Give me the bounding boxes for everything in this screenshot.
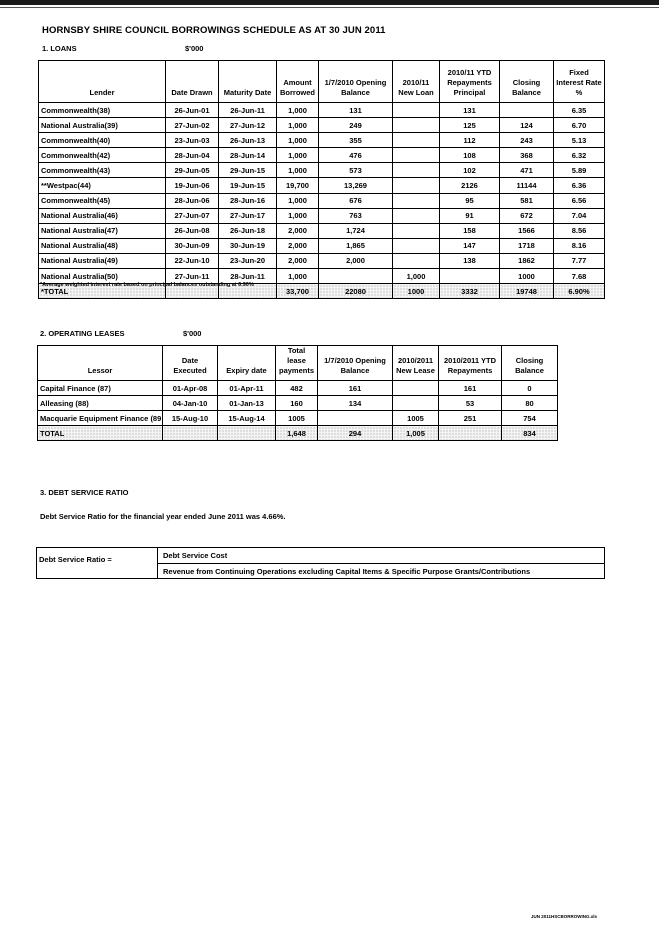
loans-cell: 1,000 [277, 103, 319, 118]
loans-cell: 1,000 [277, 118, 319, 133]
leases-col-header: Expiry date [218, 346, 276, 381]
leases-cell: 04-Jan-10 [163, 396, 218, 411]
leases-total-cell: 1,005 [393, 426, 439, 441]
leases-cell: Capital Finance (87) [38, 381, 163, 396]
loans-cell: 249 [319, 118, 393, 133]
loans-cell: 27-Jun-12 [219, 118, 277, 133]
leases-cell: 01-Apr-08 [163, 381, 218, 396]
loans-cell: National Australia(48) [39, 238, 166, 253]
loans-cell: 1,000 [277, 269, 319, 284]
loans-cell: Commonwealth(43) [39, 163, 166, 178]
leases-cell: 251 [439, 411, 502, 426]
loans-total-cell: 22080 [319, 284, 393, 299]
loans-cell: 30-Jun-19 [219, 238, 277, 253]
loans-cell: **Westpac(44) [39, 178, 166, 193]
loans-cell [393, 178, 440, 193]
loans-cell: 6.36 [554, 178, 605, 193]
leases-cell: 754 [502, 411, 558, 426]
loans-cell: 30-Jun-09 [166, 238, 219, 253]
leases-cell: 80 [502, 396, 558, 411]
loans-cell: 1,000 [277, 133, 319, 148]
loans-cell: 112 [440, 133, 500, 148]
ratio-denominator: Revenue from Continuing Operations excluding Capital Items & Specific Purpose Grants/Contributions [163, 567, 531, 576]
loans-cell: Commonwealth(45) [39, 193, 166, 208]
loans-cell: 102 [440, 163, 500, 178]
loans-cell [393, 103, 440, 118]
scan-top-border [0, 0, 659, 5]
loans-cell [393, 133, 440, 148]
loans-cell [393, 118, 440, 133]
loans-cell: 1,865 [319, 238, 393, 253]
leases-total-cell: TOTAL [38, 426, 163, 441]
loans-cell: 138 [440, 253, 500, 268]
loans-cell: 19-Jun-06 [166, 178, 219, 193]
leases-col-header: 2010/2011 YTD Repayments [439, 346, 502, 381]
loans-cell: 19-Jun-15 [219, 178, 277, 193]
loans-cell [440, 269, 500, 284]
loans-cell: 26-Jun-11 [219, 103, 277, 118]
loans-cell: 581 [500, 193, 554, 208]
loans-cell: 27-Jun-11 [166, 269, 219, 284]
loans-cell: 368 [500, 148, 554, 163]
leases-cell: 161 [439, 381, 502, 396]
loans-cell [393, 193, 440, 208]
loans-cell: 23-Jun-03 [166, 133, 219, 148]
leases-cell: 161 [318, 381, 393, 396]
leases-total-cell: 294 [318, 426, 393, 441]
loans-cell: 763 [319, 208, 393, 223]
loans-cell: 1,000 [277, 208, 319, 223]
loans-cell: 1,000 [277, 163, 319, 178]
loans-row [39, 238, 605, 253]
loans-total-cell: 6.90% [554, 284, 605, 299]
loans-cell [393, 148, 440, 163]
leases-total-cell [163, 426, 218, 441]
loans-cell: National Australia(50) [39, 269, 166, 284]
loans-cell: 676 [319, 193, 393, 208]
loans-cell: 13,269 [319, 178, 393, 193]
loans-cell: 158 [440, 223, 500, 238]
loans-col-header: 2010/11 YTD Repayments Principal [440, 61, 500, 103]
loans-cell: 243 [500, 133, 554, 148]
loans-total-cell: 19748 [500, 284, 554, 299]
loans-cell: Commonwealth(42) [39, 148, 166, 163]
loans-row [39, 103, 605, 118]
leases-col-header: 1/7/2010 Opening Balance [318, 346, 393, 381]
leases-cell: Alleasing (88) [38, 396, 163, 411]
leases-row [38, 411, 558, 426]
leases-cell: 160 [276, 396, 318, 411]
loans-cell: 26-Jun-13 [219, 133, 277, 148]
loans-cell [393, 253, 440, 268]
leases-row [38, 396, 558, 411]
loans-cell: 27-Jun-17 [219, 208, 277, 223]
loans-cell: 2126 [440, 178, 500, 193]
loans-cell: 573 [319, 163, 393, 178]
loans-cell: 95 [440, 193, 500, 208]
loans-cell: 124 [500, 118, 554, 133]
loans-cell: 22-Jun-10 [166, 253, 219, 268]
leases-total-row [38, 426, 558, 441]
leases-cell: Macquarie Equipment Finance (89 [38, 411, 163, 426]
loans-cell: 2,000 [319, 253, 393, 268]
loans-cell: National Australia(47) [39, 223, 166, 238]
loans-cell: 11144 [500, 178, 554, 193]
loans-footnote: *Average weighted interest rate based on principal balances outstanding at 6.90% [40, 282, 254, 288]
loans-row [39, 148, 605, 163]
loans-cell: 6.56 [554, 193, 605, 208]
loans-cell: 5.13 [554, 133, 605, 148]
loans-cell [500, 103, 554, 118]
loans-cell: 26-Jun-18 [219, 223, 277, 238]
leases-cell: 01-Jan-13 [218, 396, 276, 411]
loans-row [39, 178, 605, 193]
loans-cell: 26-Jun-08 [166, 223, 219, 238]
leases-cell: 134 [318, 396, 393, 411]
loans-cell: 1862 [500, 253, 554, 268]
leases-col-header: Total lease payments [276, 346, 318, 381]
loans-cell [393, 163, 440, 178]
loans-col-header: Closing Balance [500, 61, 554, 103]
leases-col-header: Date Executed [163, 346, 218, 381]
leases-cell: 0 [502, 381, 558, 396]
loans-cell: 26-Jun-01 [166, 103, 219, 118]
loans-total-cell: 1000 [393, 284, 440, 299]
leases-table [37, 345, 558, 441]
leases-total-cell [439, 426, 502, 441]
loans-cell: 29-Jun-05 [166, 163, 219, 178]
loans-cell [319, 269, 393, 284]
loans-cell: 28-Jun-16 [219, 193, 277, 208]
loans-cell: 23-Jun-20 [219, 253, 277, 268]
loans-cell: 28-Jun-14 [219, 148, 277, 163]
leases-cell: 482 [276, 381, 318, 396]
debt-ratio-box [36, 547, 605, 579]
loans-heading: 1. LOANS [42, 44, 77, 53]
loans-cell: 29-Jun-15 [219, 163, 277, 178]
loans-row [39, 253, 605, 268]
loans-col-header: Date Drawn [166, 61, 219, 103]
loans-cell: 2,000 [277, 253, 319, 268]
loans-unit: $'000 [185, 44, 204, 53]
loans-cell: 1,000 [277, 148, 319, 163]
loans-cell [393, 223, 440, 238]
loans-cell: 1566 [500, 223, 554, 238]
leases-row [38, 381, 558, 396]
loans-cell: 1,000 [277, 193, 319, 208]
loans-cell: 2,000 [277, 238, 319, 253]
loans-cell: 1,724 [319, 223, 393, 238]
loans-col-header: 2010/11 New Loan [393, 61, 440, 103]
loans-col-header: Lender [39, 61, 166, 103]
loans-cell: National Australia(39) [39, 118, 166, 133]
loans-cell: 672 [500, 208, 554, 223]
loans-cell: National Australia(49) [39, 253, 166, 268]
loans-col-header: Fixed Interest Rate % [554, 61, 605, 103]
loans-cell: 355 [319, 133, 393, 148]
loans-cell: National Australia(46) [39, 208, 166, 223]
loans-total-cell: *TOTAL [39, 284, 166, 299]
loans-cell: 1,000 [393, 269, 440, 284]
loans-cell: 19,700 [277, 178, 319, 193]
loans-total-cell: 33,700 [277, 284, 319, 299]
loans-cell: 2,000 [277, 223, 319, 238]
debt-statement: Debt Service Ratio for the financial year ended June 2011 was 4.66%. [40, 512, 286, 521]
page-title: HORNSBY SHIRE COUNCIL BORROWINGS SCHEDULE AS AT 30 JUN 2011 [42, 25, 386, 36]
loans-cell: Commonwealth(40) [39, 133, 166, 148]
leases-cell: 15-Aug-10 [163, 411, 218, 426]
loans-total-cell: 3332 [440, 284, 500, 299]
ratio-numerator: Debt Service Cost [163, 551, 228, 560]
leases-total-cell: 1,648 [276, 426, 318, 441]
loans-cell: 131 [440, 103, 500, 118]
leases-unit: $'000 [183, 329, 202, 338]
ratio-label: Debt Service Ratio = [39, 555, 112, 564]
loans-cell: 125 [440, 118, 500, 133]
leases-total-cell: 834 [502, 426, 558, 441]
ratio-divider-horizontal [157, 563, 604, 564]
loans-cell: 6.70 [554, 118, 605, 133]
loans-cell: Commonwealth(38) [39, 103, 166, 118]
leases-total-cell [218, 426, 276, 441]
leases-col-header: Lessor [38, 346, 163, 381]
loans-col-header: Amount Borrowed [277, 61, 319, 103]
loans-cell: 7.77 [554, 253, 605, 268]
loans-cell: 6.35 [554, 103, 605, 118]
loans-cell: 7.68 [554, 269, 605, 284]
leases-col-header: 2010/2011 New Lease [393, 346, 439, 381]
debt-heading: 3. DEBT SERVICE RATIO [40, 488, 129, 497]
loans-cell: 147 [440, 238, 500, 253]
loans-cell: 27-Jun-07 [166, 208, 219, 223]
loans-cell: 28-Jun-06 [166, 193, 219, 208]
leases-cell [393, 396, 439, 411]
leases-cell: 1005 [276, 411, 318, 426]
leases-cell: 53 [439, 396, 502, 411]
loans-cell: 91 [440, 208, 500, 223]
loans-cell: 27-Jun-02 [166, 118, 219, 133]
loans-row [39, 223, 605, 238]
loans-cell: 28-Jun-11 [219, 269, 277, 284]
leases-cell [393, 381, 439, 396]
loans-cell: 471 [500, 163, 554, 178]
loans-cell: 28-Jun-04 [166, 148, 219, 163]
loans-cell: 7.04 [554, 208, 605, 223]
loans-cell [393, 238, 440, 253]
loans-row [39, 133, 605, 148]
loans-cell: 1000 [500, 269, 554, 284]
leases-cell: 1005 [393, 411, 439, 426]
file-footer: JUN 2011HSCBORROWING.xls [531, 914, 598, 919]
loans-cell: 108 [440, 148, 500, 163]
loans-cell: 131 [319, 103, 393, 118]
leases-col-header: Closing Balance [502, 346, 558, 381]
loans-col-header: 1/7/2010 Opening Balance [319, 61, 393, 103]
scan-top-line [0, 7, 659, 8]
loans-cell: 8.56 [554, 223, 605, 238]
leases-cell: 01-Apr-11 [218, 381, 276, 396]
loans-row [39, 193, 605, 208]
loans-cell: 476 [319, 148, 393, 163]
loans-row [39, 208, 605, 223]
loans-cell: 1718 [500, 238, 554, 253]
loans-cell: 5.89 [554, 163, 605, 178]
loans-cell [393, 208, 440, 223]
loans-row [39, 118, 605, 133]
leases-cell [318, 411, 393, 426]
loans-cell: 6.32 [554, 148, 605, 163]
loans-cell: 8.16 [554, 238, 605, 253]
loans-col-header: Maturity Date [219, 61, 277, 103]
loans-row [39, 163, 605, 178]
loans-table [38, 60, 605, 299]
leases-cell: 15-Aug-14 [218, 411, 276, 426]
leases-heading: 2. OPERATING LEASES [40, 329, 125, 338]
